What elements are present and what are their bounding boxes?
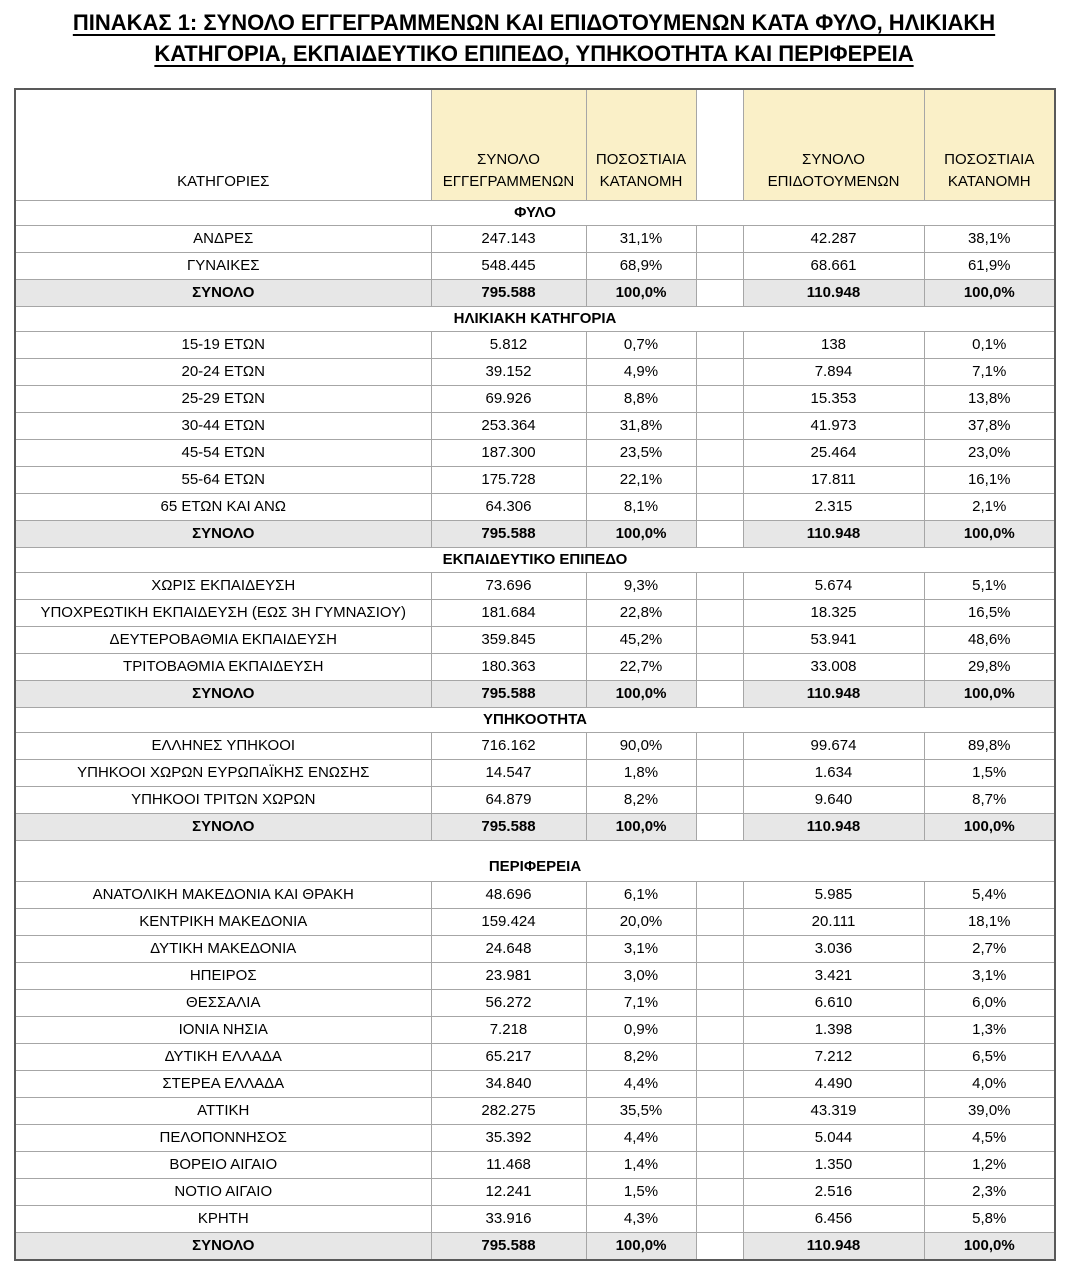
- spacer-cell: [696, 280, 743, 307]
- registered-pct-cell: 31,1%: [586, 226, 696, 253]
- category-cell: ΙΟΝΙΑ ΝΗΣΙΑ: [15, 1017, 431, 1044]
- subsidized-pct-cell: 16,5%: [924, 600, 1055, 627]
- registered-pct-cell: 100,0%: [586, 814, 696, 841]
- data-row: [15, 600, 1055, 627]
- subsidized-pct-cell: 1,3%: [924, 1017, 1055, 1044]
- category-cell: ΥΠΟΧΡΕΩΤΙΚΗ ΕΚΠΑΙΔΕΥΣΗ (ΕΩΣ 3Η ΓΥΜΝΑΣΙΟΥ): [15, 600, 431, 627]
- registered-total-cell: 795.588: [431, 1233, 586, 1261]
- data-row: [15, 1044, 1055, 1071]
- spacer-cell: [696, 990, 743, 1017]
- spacer-cell: [696, 386, 743, 413]
- registered-total-cell: 795.588: [431, 814, 586, 841]
- subsidized-total-cell: 43.319: [743, 1098, 924, 1125]
- registered-total-cell: 5.812: [431, 332, 586, 359]
- registered-total-cell: 73.696: [431, 573, 586, 600]
- registered-total-cell: 716.162: [431, 733, 586, 760]
- subsidized-pct-cell: 16,1%: [924, 467, 1055, 494]
- subsidized-pct-cell: 6,5%: [924, 1044, 1055, 1071]
- section-header-row: [15, 201, 1055, 226]
- spacer-cell: [696, 936, 743, 963]
- spacer-cell: [696, 332, 743, 359]
- data-row: [15, 990, 1055, 1017]
- registered-pct-cell: 8,2%: [586, 1044, 696, 1071]
- data-row: [15, 332, 1055, 359]
- subsidized-pct-cell: 5,4%: [924, 882, 1055, 909]
- registered-pct-cell: 4,4%: [586, 1125, 696, 1152]
- subsidized-total-cell: 9.640: [743, 787, 924, 814]
- spacer-cell: [696, 1179, 743, 1206]
- data-row: [15, 494, 1055, 521]
- spacer-cell: [696, 909, 743, 936]
- section-title: ΠΕΡΙΦΕΡΕΙΑ: [15, 841, 1055, 882]
- spacer-cell: [696, 1071, 743, 1098]
- category-cell: ΥΠΗΚΟΟΙ ΤΡΙΤΩΝ ΧΩΡΩΝ: [15, 787, 431, 814]
- data-row: [15, 1098, 1055, 1125]
- subsidized-total-cell: 3.421: [743, 963, 924, 990]
- category-cell: 20-24 ΕΤΩΝ: [15, 359, 431, 386]
- spacer-cell: [696, 1044, 743, 1071]
- subsidized-total-header: ΣΥΝΟΛΟ ΕΠΙΔΟΤΟΥΜΕΝΩΝ: [743, 89, 924, 201]
- category-cell: ΑΤΤΙΚΗ: [15, 1098, 431, 1125]
- registered-pct-cell: 45,2%: [586, 627, 696, 654]
- subsidized-pct-cell: 61,9%: [924, 253, 1055, 280]
- registered-total-cell: 69.926: [431, 386, 586, 413]
- data-row: [15, 413, 1055, 440]
- data-row: [15, 359, 1055, 386]
- total-row: [15, 1233, 1055, 1261]
- category-cell: ΣΥΝΟΛΟ: [15, 1233, 431, 1261]
- category-cell: 55-64 ΕΤΩΝ: [15, 467, 431, 494]
- category-cell: ΑΝΑΤΟΛΙΚΗ ΜΑΚΕΔΟΝΙΑ ΚΑΙ ΘΡΑΚΗ: [15, 882, 431, 909]
- spacer-cell: [696, 654, 743, 681]
- subsidized-total-cell: 110.948: [743, 814, 924, 841]
- table-title-line-2: ΚΑΤΗΓΟΡΙΑ, ΕΚΠΑΙΔΕΥΤΙΚΟ ΕΠΙΠΕΔΟ, ΥΠΗΚΟΟΤΗΤΑ ΚΑΙ ΠΕΡΙΦΕΡΕΙΑ: [154, 41, 914, 66]
- total-row: [15, 521, 1055, 548]
- data-row: [15, 1206, 1055, 1233]
- spacer-cell: [696, 814, 743, 841]
- category-cell: ΣΤΕΡΕΑ ΕΛΛΑΔΑ: [15, 1071, 431, 1098]
- registered-pct-cell: 8,8%: [586, 386, 696, 413]
- table-title-line-1: ΠΙΝΑΚΑΣ 1: ΣΥΝΟΛΟ ΕΓΓΕΓΡΑΜΜΕΝΩΝ ΚΑΙ ΕΠΙΔΟΤΟΥΜΕΝΩΝ ΚΑΤΑ ΦΥΛΟ, ΗΛΙΚΙΑΚΗ: [72, 10, 996, 35]
- category-cell: ΗΠΕΙΡΟΣ: [15, 963, 431, 990]
- registered-pct-cell: 7,1%: [586, 990, 696, 1017]
- subsidized-pct-cell: 100,0%: [924, 681, 1055, 708]
- subsidized-pct-cell: 100,0%: [924, 521, 1055, 548]
- registered-pct-cell: 1,5%: [586, 1179, 696, 1206]
- registered-pct-cell: 22,7%: [586, 654, 696, 681]
- registered-total-cell: 187.300: [431, 440, 586, 467]
- category-cell: 30-44 ΕΤΩΝ: [15, 413, 431, 440]
- subsidized-total-cell: 110.948: [743, 280, 924, 307]
- categories-header: ΚΑΤΗΓΟΡΙΕΣ: [15, 89, 431, 201]
- registered-total-cell: 64.306: [431, 494, 586, 521]
- data-row: [15, 882, 1055, 909]
- category-cell: ΣΥΝΟΛΟ: [15, 280, 431, 307]
- spacer-cell: [696, 681, 743, 708]
- subsidized-pct-cell: 1,2%: [924, 1152, 1055, 1179]
- registered-pct-cell: 4,4%: [586, 1071, 696, 1098]
- registered-total-cell: 795.588: [431, 521, 586, 548]
- spacer-cell: [696, 89, 743, 201]
- spacer-cell: [696, 1017, 743, 1044]
- section-header-row: [15, 548, 1055, 573]
- subsidized-pct-cell: 38,1%: [924, 226, 1055, 253]
- registered-pct-cell: 9,3%: [586, 573, 696, 600]
- subsidized-total-cell: 1.634: [743, 760, 924, 787]
- subsidized-total-cell: 41.973: [743, 413, 924, 440]
- data-row: [15, 1179, 1055, 1206]
- registered-total-cell: 56.272: [431, 990, 586, 1017]
- data-row: [15, 1125, 1055, 1152]
- category-cell: ΧΩΡΙΣ ΕΚΠΑΙΔΕΥΣΗ: [15, 573, 431, 600]
- registered-pct-cell: 0,9%: [586, 1017, 696, 1044]
- registered-pct-cell: 3,0%: [586, 963, 696, 990]
- data-row: [15, 733, 1055, 760]
- category-cell: ΕΛΛΗΝΕΣ ΥΠΗΚΟΟΙ: [15, 733, 431, 760]
- registered-total-cell: 7.218: [431, 1017, 586, 1044]
- registered-pct-cell: 6,1%: [586, 882, 696, 909]
- registered-total-cell: 34.840: [431, 1071, 586, 1098]
- subsidized-pct-cell: 37,8%: [924, 413, 1055, 440]
- section-header-row: [15, 708, 1055, 733]
- subsidized-pct-cell: 1,5%: [924, 760, 1055, 787]
- subsidized-pct-cell: 6,0%: [924, 990, 1055, 1017]
- registered-total-cell: 12.241: [431, 1179, 586, 1206]
- subsidized-total-cell: 3.036: [743, 936, 924, 963]
- data-row: [15, 1017, 1055, 1044]
- registered-total-cell: 65.217: [431, 1044, 586, 1071]
- registered-total-cell: 11.468: [431, 1152, 586, 1179]
- subsidized-pct-cell: 39,0%: [924, 1098, 1055, 1125]
- table-body: [15, 201, 1055, 1261]
- column-header-row: [15, 89, 1055, 201]
- registered-total-cell: 24.648: [431, 936, 586, 963]
- spacer-cell: [696, 627, 743, 654]
- registered-total-cell: 23.981: [431, 963, 586, 990]
- subsidized-total-cell: 68.661: [743, 253, 924, 280]
- data-row: [15, 760, 1055, 787]
- subsidized-total-cell: 5.674: [743, 573, 924, 600]
- registered-pct-cell: 1,4%: [586, 1152, 696, 1179]
- spacer-cell: [696, 760, 743, 787]
- data-row: [15, 253, 1055, 280]
- registered-pct-cell: 8,1%: [586, 494, 696, 521]
- registered-pct-header: ΠΟΣΟΣΤΙΑΙΑ ΚΑΤΑΝΟΜΗ: [586, 89, 696, 201]
- category-cell: ΑΝΔΡΕΣ: [15, 226, 431, 253]
- subsidized-pct-cell: 48,6%: [924, 627, 1055, 654]
- registered-pct-cell: 100,0%: [586, 280, 696, 307]
- registered-total-cell: 159.424: [431, 909, 586, 936]
- data-row: [15, 936, 1055, 963]
- registered-pct-cell: 22,8%: [586, 600, 696, 627]
- statistics-table: [14, 88, 1056, 1261]
- section-title: ΕΚΠΑΙΔΕΥΤΙΚΟ ΕΠΙΠΕΔΟ: [15, 548, 1055, 573]
- spacer-cell: [696, 787, 743, 814]
- category-cell: ΔΥΤΙΚΗ ΜΑΚΕΔΟΝΙΑ: [15, 936, 431, 963]
- spacer-cell: [696, 1152, 743, 1179]
- section-header-row: [15, 841, 1055, 882]
- spacer-cell: [696, 1206, 743, 1233]
- document-page: [0, 7, 1068, 1254]
- category-cell: ΝΟΤΙΟ ΑΙΓΑΙΟ: [15, 1179, 431, 1206]
- registered-total-cell: 795.588: [431, 280, 586, 307]
- registered-pct-cell: 35,5%: [586, 1098, 696, 1125]
- subsidized-pct-cell: 18,1%: [924, 909, 1055, 936]
- spacer-cell: [696, 359, 743, 386]
- subsidized-pct-cell: 5,8%: [924, 1206, 1055, 1233]
- registered-pct-cell: 100,0%: [586, 681, 696, 708]
- subsidized-total-cell: 1.398: [743, 1017, 924, 1044]
- subsidized-pct-cell: 4,5%: [924, 1125, 1055, 1152]
- data-row: [15, 627, 1055, 654]
- spacer-cell: [696, 733, 743, 760]
- data-row: [15, 440, 1055, 467]
- subsidized-pct-cell: 100,0%: [924, 280, 1055, 307]
- section-title: ΗΛΙΚΙΑΚΗ ΚΑΤΗΓΟΡΙΑ: [15, 307, 1055, 332]
- category-cell: ΤΡΙΤΟΒΑΘΜΙΑ ΕΚΠΑΙΔΕΥΣΗ: [15, 654, 431, 681]
- registered-pct-cell: 100,0%: [586, 521, 696, 548]
- category-cell: ΠΕΛΟΠΟΝΝΗΣΟΣ: [15, 1125, 431, 1152]
- registered-total-cell: 64.879: [431, 787, 586, 814]
- subsidized-total-cell: 5.044: [743, 1125, 924, 1152]
- registered-total-cell: 548.445: [431, 253, 586, 280]
- subsidized-total-cell: 110.948: [743, 521, 924, 548]
- data-row: [15, 909, 1055, 936]
- registered-pct-cell: 68,9%: [586, 253, 696, 280]
- data-row: [15, 654, 1055, 681]
- category-cell: 25-29 ΕΤΩΝ: [15, 386, 431, 413]
- category-cell: ΣΥΝΟΛΟ: [15, 814, 431, 841]
- subsidized-total-cell: 1.350: [743, 1152, 924, 1179]
- spacer-cell: [696, 1233, 743, 1261]
- subsidized-pct-cell: 100,0%: [924, 814, 1055, 841]
- category-cell: 45-54 ΕΤΩΝ: [15, 440, 431, 467]
- subsidized-pct-cell: 2,1%: [924, 494, 1055, 521]
- subsidized-pct-cell: 4,0%: [924, 1071, 1055, 1098]
- data-row: [15, 963, 1055, 990]
- subsidized-pct-cell: 3,1%: [924, 963, 1055, 990]
- subsidized-total-cell: 138: [743, 332, 924, 359]
- spacer-cell: [696, 1098, 743, 1125]
- data-row: [15, 787, 1055, 814]
- registered-total-cell: 253.364: [431, 413, 586, 440]
- category-cell: ΚΕΝΤΡΙΚΗ ΜΑΚΕΔΟΝΙΑ: [15, 909, 431, 936]
- data-row: [15, 386, 1055, 413]
- subsidized-total-cell: 33.008: [743, 654, 924, 681]
- registered-total-cell: 175.728: [431, 467, 586, 494]
- registered-total-cell: 48.696: [431, 882, 586, 909]
- subsidized-pct-cell: 23,0%: [924, 440, 1055, 467]
- category-cell: ΓΥΝΑΙΚΕΣ: [15, 253, 431, 280]
- subsidized-total-cell: 110.948: [743, 681, 924, 708]
- registered-total-cell: 181.684: [431, 600, 586, 627]
- registered-pct-cell: 1,8%: [586, 760, 696, 787]
- registered-total-cell: 35.392: [431, 1125, 586, 1152]
- data-row: [15, 1152, 1055, 1179]
- section-title: ΥΠΗΚΟΟΤΗΤΑ: [15, 708, 1055, 733]
- subsidized-total-cell: 7.894: [743, 359, 924, 386]
- category-cell: 15-19 ΕΤΩΝ: [15, 332, 431, 359]
- subsidized-total-cell: 20.111: [743, 909, 924, 936]
- registered-pct-cell: 100,0%: [586, 1233, 696, 1261]
- spacer-cell: [696, 467, 743, 494]
- registered-pct-cell: 20,0%: [586, 909, 696, 936]
- spacer-cell: [696, 253, 743, 280]
- subsidized-pct-cell: 2,3%: [924, 1179, 1055, 1206]
- subsidized-total-cell: 18.325: [743, 600, 924, 627]
- subsidized-total-cell: 4.490: [743, 1071, 924, 1098]
- spacer-cell: [696, 413, 743, 440]
- subsidized-total-cell: 110.948: [743, 1233, 924, 1261]
- category-cell: ΣΥΝΟΛΟ: [15, 681, 431, 708]
- subsidized-total-cell: 2.516: [743, 1179, 924, 1206]
- total-row: [15, 814, 1055, 841]
- subsidized-total-cell: 2.315: [743, 494, 924, 521]
- subsidized-total-cell: 25.464: [743, 440, 924, 467]
- registered-pct-cell: 23,5%: [586, 440, 696, 467]
- data-row: [15, 1071, 1055, 1098]
- subsidized-total-cell: 5.985: [743, 882, 924, 909]
- registered-pct-cell: 22,1%: [586, 467, 696, 494]
- total-row: [15, 681, 1055, 708]
- spacer-cell: [696, 1125, 743, 1152]
- spacer-cell: [696, 600, 743, 627]
- registered-pct-cell: 0,7%: [586, 332, 696, 359]
- subsidized-total-cell: 99.674: [743, 733, 924, 760]
- subsidized-pct-cell: 13,8%: [924, 386, 1055, 413]
- subsidized-total-cell: 17.811: [743, 467, 924, 494]
- registered-pct-cell: 31,8%: [586, 413, 696, 440]
- subsidized-total-cell: 6.610: [743, 990, 924, 1017]
- subsidized-pct-cell: 5,1%: [924, 573, 1055, 600]
- registered-pct-cell: 90,0%: [586, 733, 696, 760]
- registered-pct-cell: 4,3%: [586, 1206, 696, 1233]
- registered-pct-cell: 8,2%: [586, 787, 696, 814]
- subsidized-total-cell: 53.941: [743, 627, 924, 654]
- spacer-cell: [696, 521, 743, 548]
- subsidized-pct-cell: 0,1%: [924, 332, 1055, 359]
- category-cell: ΒΟΡΕΙΟ ΑΙΓΑΙΟ: [15, 1152, 431, 1179]
- category-cell: 65 ΕΤΩΝ ΚΑΙ ΑΝΩ: [15, 494, 431, 521]
- section-title: ΦΥΛΟ: [15, 201, 1055, 226]
- subsidized-total-cell: 6.456: [743, 1206, 924, 1233]
- registered-pct-cell: 3,1%: [586, 936, 696, 963]
- subsidized-pct-cell: 8,7%: [924, 787, 1055, 814]
- registered-total-cell: 14.547: [431, 760, 586, 787]
- registered-pct-cell: 4,9%: [586, 359, 696, 386]
- table-title: [0, 7, 1068, 69]
- registered-total-cell: 359.845: [431, 627, 586, 654]
- subsidized-pct-cell: 7,1%: [924, 359, 1055, 386]
- spacer-cell: [696, 573, 743, 600]
- spacer-cell: [696, 882, 743, 909]
- registered-total-cell: 39.152: [431, 359, 586, 386]
- spacer-cell: [696, 226, 743, 253]
- spacer-cell: [696, 440, 743, 467]
- subsidized-total-cell: 15.353: [743, 386, 924, 413]
- category-cell: ΥΠΗΚΟΟΙ ΧΩΡΩΝ ΕΥΡΩΠΑΪΚΗΣ ΕΝΩΣΗΣ: [15, 760, 431, 787]
- subsidized-pct-cell: 2,7%: [924, 936, 1055, 963]
- subsidized-pct-header: ΠΟΣΟΣΤΙΑΙΑ ΚΑΤΑΝΟΜΗ: [924, 89, 1055, 201]
- subsidized-pct-cell: 89,8%: [924, 733, 1055, 760]
- spacer-cell: [696, 494, 743, 521]
- data-row: [15, 467, 1055, 494]
- subsidized-total-cell: 42.287: [743, 226, 924, 253]
- registered-total-cell: 282.275: [431, 1098, 586, 1125]
- subsidized-total-cell: 7.212: [743, 1044, 924, 1071]
- registered-total-cell: 247.143: [431, 226, 586, 253]
- data-row: [15, 573, 1055, 600]
- category-cell: ΣΥΝΟΛΟ: [15, 521, 431, 548]
- total-row: [15, 280, 1055, 307]
- registered-total-cell: 180.363: [431, 654, 586, 681]
- spacer-cell: [696, 963, 743, 990]
- category-cell: ΔΕΥΤΕΡΟΒΑΘΜΙΑ ΕΚΠΑΙΔΕΥΣΗ: [15, 627, 431, 654]
- subsidized-pct-cell: 100,0%: [924, 1233, 1055, 1261]
- registered-total-cell: 795.588: [431, 681, 586, 708]
- category-cell: ΔΥΤΙΚΗ ΕΛΛΑΔΑ: [15, 1044, 431, 1071]
- registered-total-cell: 33.916: [431, 1206, 586, 1233]
- section-header-row: [15, 307, 1055, 332]
- category-cell: ΚΡΗΤΗ: [15, 1206, 431, 1233]
- category-cell: ΘΕΣΣΑΛΙΑ: [15, 990, 431, 1017]
- registered-total-header: ΣΥΝΟΛΟ ΕΓΓΕΓΡΑΜΜΕΝΩΝ: [431, 89, 586, 201]
- data-row: [15, 226, 1055, 253]
- subsidized-pct-cell: 29,8%: [924, 654, 1055, 681]
